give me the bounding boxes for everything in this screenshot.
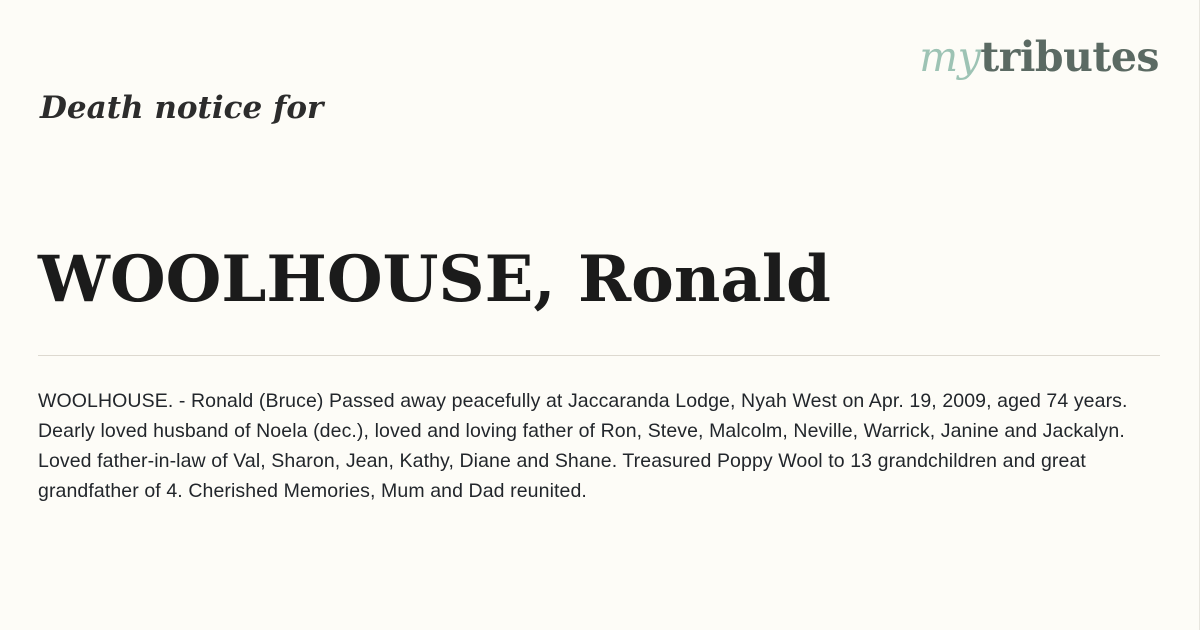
logo-text-tributes: tributes: [980, 33, 1159, 81]
mytributes-logo: [919, 33, 1159, 81]
notice-body: WOOLHOUSE. - Ronald (Bruce) Passed away peacefully at Jaccaranda Lodge, Nyah West on Apr. 19, 2009, aged 74 years. Dearly loved husband of Noela (dec.), loved and loving father of Ron, Steve, Malcolm, Neville, Warrick, Janine and Jackalyn. Loved father-in-law of Val, Sharon, Jean, Kathy, Diane and Shane. Treasured Poppy Wool to 13 grandchildren and great grandfather of 4. Cherished Memories, Mum and Dad reunited.: [38, 390, 1128, 502]
logo-text-my: my: [919, 33, 981, 81]
notice-eyebrow: Death notice for: [40, 90, 324, 126]
page-title: WOOLHOUSE, Ronald: [38, 241, 831, 317]
divider: [38, 355, 1160, 356]
